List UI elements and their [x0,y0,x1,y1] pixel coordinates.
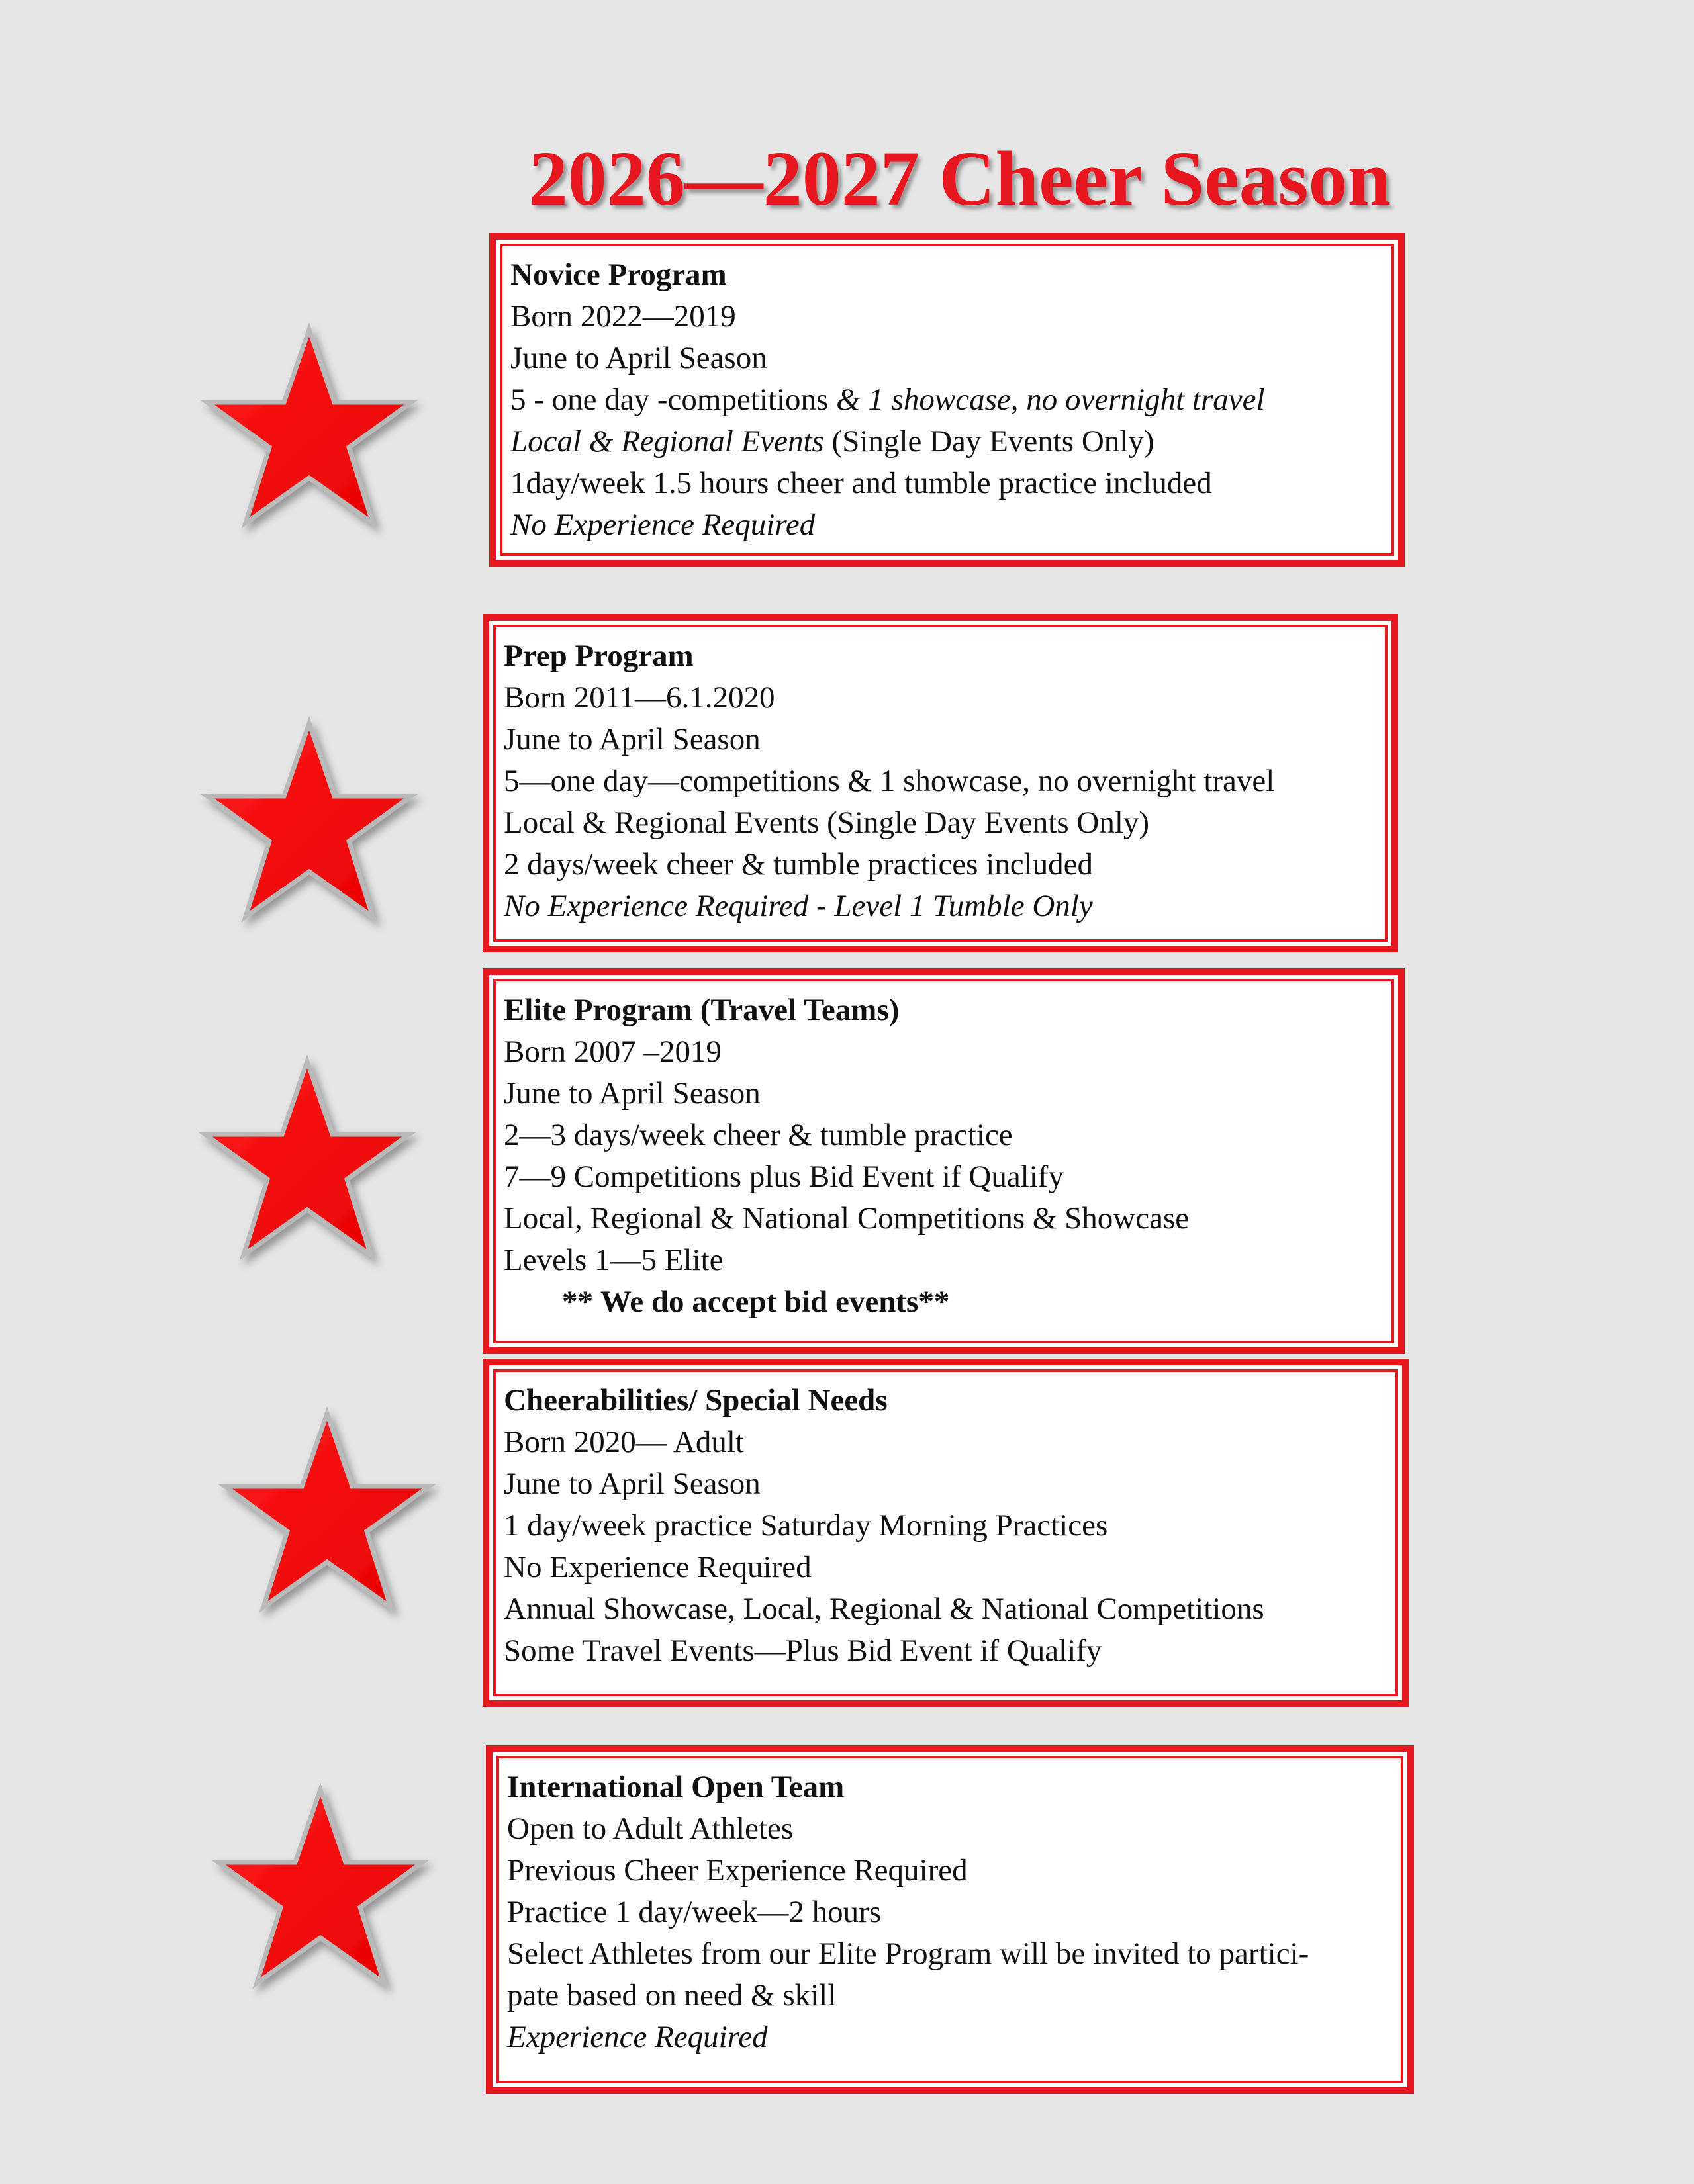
program-line-part: & 1 showcase, no overnight travel [836,383,1265,417]
prep-program-card [483,614,1398,952]
cheerabilities-program-card [483,1359,1409,1707]
star-icon [197,324,422,543]
program-line: pate based on need & skill [507,1978,837,2013]
program-line: Levels 1—5 Elite [504,1243,724,1277]
program-line: June to April Season [510,341,767,375]
program-line: June to April Season [504,1076,761,1111]
program-line: Some Travel Events—Plus Bid Event if Qualify [504,1633,1102,1668]
star-icon [195,1056,420,1275]
program-line: No Experience Required [510,508,816,542]
program-line: June to April Season [504,722,761,756]
star-icon [197,718,422,936]
program-line: No Experience Required - Level 1 Tumble Only [504,889,1093,923]
program-heading: Cheerabilities/ Special Needs [504,1383,888,1418]
program-line: 2—3 days/week cheer & tumble practice [504,1118,1013,1152]
program-line: Local, Regional & National Competitions & Showcase [504,1201,1190,1236]
program-line-part: (Single Day Events Only) [823,424,1154,459]
program-heading: Elite Program (Travel Teams) [504,993,900,1027]
novice-program-card [489,233,1405,567]
program-line: 1day/week 1.5 hours cheer and tumble practice included [510,466,1212,500]
program-line: 2 days/week cheer & tumble practices included [504,847,1094,882]
program-line-part: Local & Regional Events [510,424,824,459]
program-heading: Prep Program [504,639,694,673]
program-line: Select Athletes from our Elite Program will be invited to partici- [507,1936,1309,1971]
program-line: Born 2022—2019 [510,299,736,334]
program-heading: Novice Program [510,257,727,292]
program-line: 1 day/week practice Saturday Morning Practices [504,1508,1108,1543]
program-line: Annual Showcase, Local, Regional & National Competitions [504,1592,1264,1626]
program-line [510,379,1391,421]
program-line: 5—one day—competitions & 1 showcase, no overnight travel [504,764,1275,798]
elite-program-card [483,968,1405,1354]
program-line: Practice 1 day/week—2 hours [507,1895,882,1929]
program-line: Open to Adult Athletes [507,1811,794,1846]
star-icon [214,1408,440,1627]
program-heading: International Open Team [507,1770,845,1804]
international-open-team-card [486,1745,1414,2094]
program-line: Previous Cheer Experience Required [507,1853,968,1888]
page-title: 2026—2027 Cheer Season [528,135,1391,222]
program-line: 7—9 Competitions plus Bid Event if Qualify [504,1160,1064,1194]
program-line: Local & Regional Events (Single Day Events Only) [504,805,1150,840]
program-line: No Experience Required [504,1550,812,1584]
program-line: Born 2007 –2019 [504,1034,722,1069]
program-line: Born 2020— Adult [504,1425,744,1459]
program-line: June to April Season [504,1467,761,1501]
program-line [510,421,1391,463]
program-line: Born 2011—6.1.2020 [504,680,775,715]
program-line: Experience Required [507,2020,768,2054]
bid-events-note: ** We do accept bid events** [562,1285,950,1319]
program-line-part: 5 - one day -competitions [510,383,837,417]
star-icon [208,1784,433,2003]
